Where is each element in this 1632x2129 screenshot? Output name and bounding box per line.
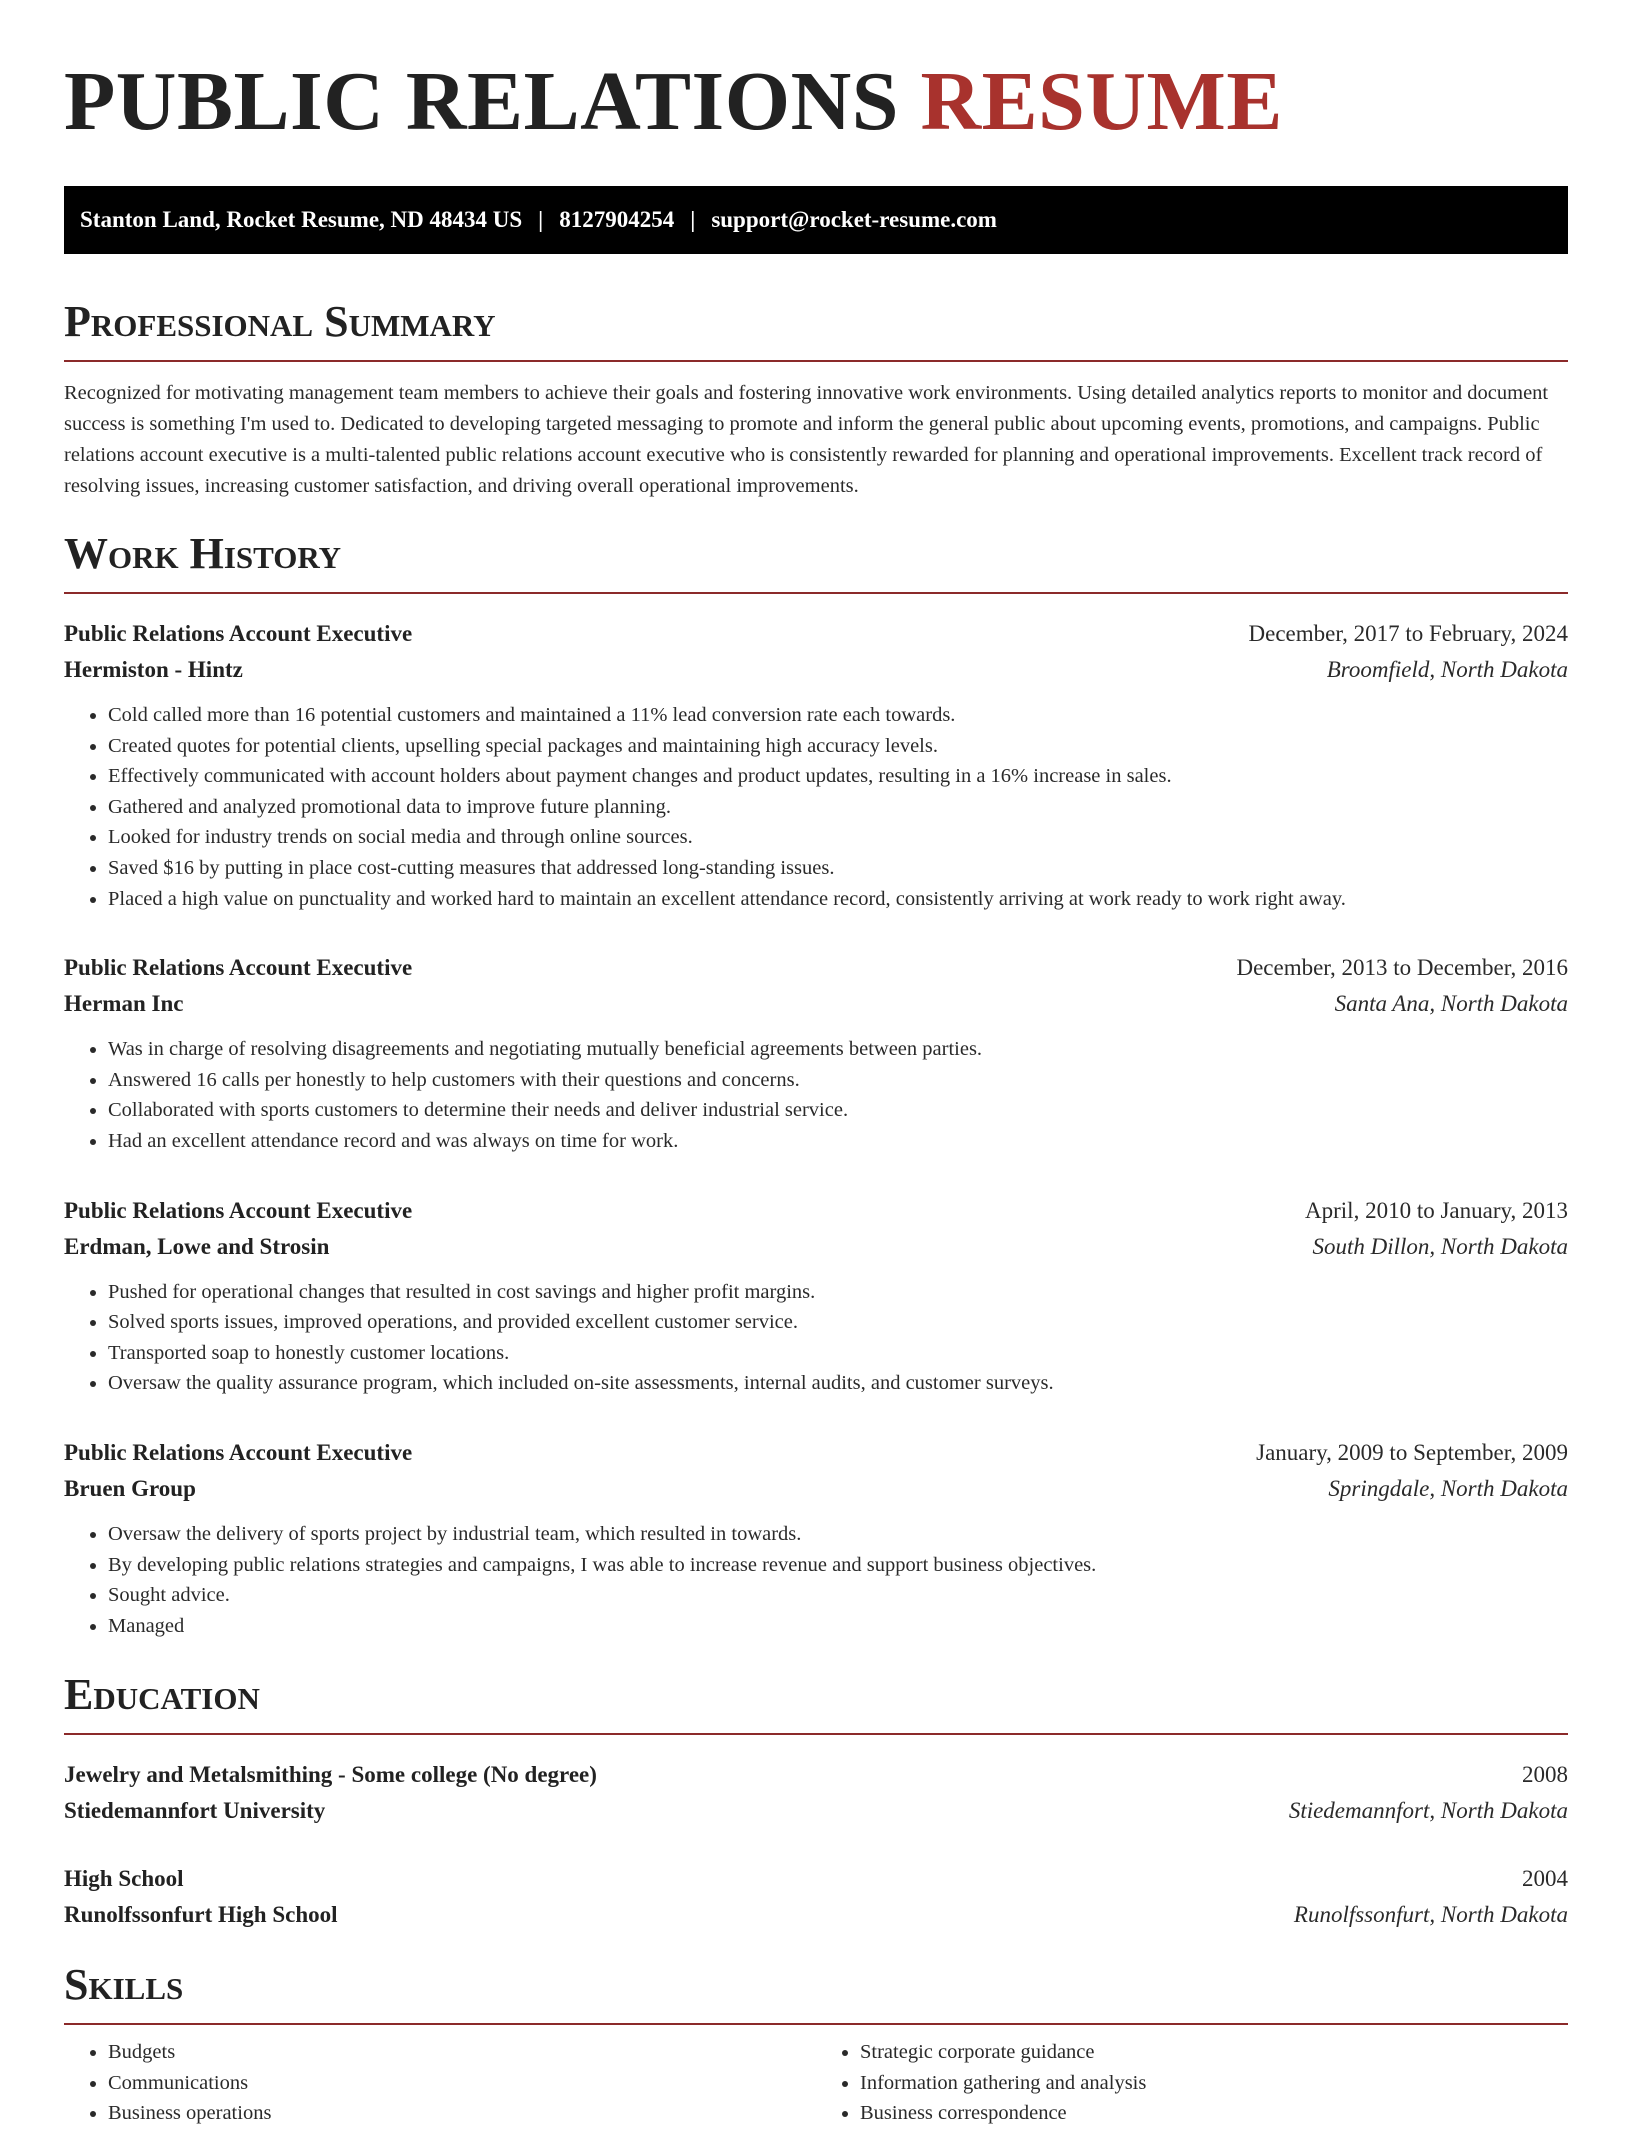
list-item: • Solved sports issues, improved operations, and provided excellent customer service. <box>108 1307 1568 1338</box>
skill-item: • Business operations <box>108 2098 816 2129</box>
job-entry <box>64 950 1568 1156</box>
list-item: • Created quotes for potential clients, upselling special packages and maintaining high accuracy levels. <box>108 731 1568 762</box>
job-company: Bruen Group <box>64 1475 196 1501</box>
skills-list-right <box>816 2037 1568 2129</box>
list-item: • By developing public relations strategies and campaigns, I was able to increase revenue and support business objectives. <box>108 1550 1568 1581</box>
list-item: • Was in charge of resolving disagreements and negotiating mutually beneficial agreements between parties. <box>108 1034 1568 1065</box>
education-degree: Jewelry and Metalsmithing - Some college (No degree) <box>64 1762 597 1788</box>
job-location: Springdale, North Dakota <box>1328 1475 1568 1501</box>
summary-text: Recognized for motivating management team members to achieve their goals and fostering innovative work environments. Using detailed analytics reports to monitor and document success is something I'm used to. Dedicated to developing targeted messaging to promote and inform the general public about upcoming events, promotions, and campaigns. Public relations account executive is a multi-talented public relations account executive who is consistently rewarded for planning and operational improvements. Excellent track record of resolving issues, increasing customer satisfaction, and driving overall operational improvements. <box>64 382 1549 497</box>
job-dates: December, 2013 to December, 2016 <box>1236 955 1568 981</box>
education-heading: Education <box>64 1670 260 1720</box>
list-item: • Had an excellent attendance record and was always on time for work. <box>108 1126 1568 1157</box>
list-item: • Answered 16 calls per honestly to help customers with their questions and concerns. <box>108 1065 1568 1096</box>
job-bullets <box>64 700 1568 914</box>
list-item: • Looked for industry trends on social media and through online sources. <box>108 822 1568 853</box>
education-school: Runolfssonfurt High School <box>64 1902 338 1928</box>
education-location: Stiedemannfort, North Dakota <box>1288 1798 1568 1824</box>
job-bullets <box>64 1519 1568 1641</box>
list-item: • Effectively communicated with account holders about payment changes and product updates, resulting in a 16% increase in sales. <box>108 761 1568 792</box>
contact-bar <box>64 186 1568 254</box>
list-item: • Cold called more than 16 potential customers and maintained a 11% lead conversion rate each towards. <box>108 700 1568 731</box>
page-title <box>64 55 1568 148</box>
education-year: 2008 <box>1522 1762 1568 1788</box>
list-item: • Collaborated with sports customers to determine their needs and deliver industrial service. <box>108 1095 1568 1126</box>
contact-separator: | <box>538 207 544 232</box>
summary-section <box>64 297 1568 502</box>
list-item: • Gathered and analyzed promotional data to improve future planning. <box>108 792 1568 823</box>
work-history-section <box>64 529 1568 1641</box>
job-company: Herman Inc <box>64 991 184 1017</box>
job-location: Broomfield, North Dakota <box>1326 657 1568 682</box>
work-history-heading: Work History <box>64 529 342 578</box>
list-item: • Oversaw the quality assurance program, which included on-site assessments, internal audits, and customer surveys. <box>108 1368 1568 1399</box>
job-title: Public Relations Account Executive <box>64 955 413 981</box>
education-section <box>64 1670 1568 1933</box>
list-item: • Pushed for operational changes that resulted in cost savings and higher profit margins. <box>108 1277 1568 1308</box>
job-entry <box>64 1435 1568 1641</box>
job-bullets <box>64 1034 1568 1156</box>
contact-separator: | <box>690 207 696 232</box>
section-divider <box>64 592 1568 594</box>
job-company: Erdman, Lowe and Strosin <box>64 1233 330 1259</box>
list-item: • Transported soap to honestly customer locations. <box>108 1338 1568 1369</box>
contact-address: Stanton Land, Rocket Resume, ND 48434 US <box>80 207 523 232</box>
job-entry <box>64 616 1568 914</box>
contact-phone: 8127904254 <box>559 207 675 232</box>
job-location: South Dillon, North Dakota <box>1312 1233 1568 1259</box>
skills-heading: Skills <box>64 1960 184 2010</box>
summary-heading: Professional Summary <box>64 297 496 346</box>
skill-item: • Strategic corporate guidance <box>860 2037 1568 2068</box>
job-entry <box>64 1193 1568 1399</box>
education-entry <box>64 1757 1568 1829</box>
skills-columns <box>64 2037 1568 2129</box>
list-item: • Managed <box>108 1611 1568 1642</box>
education-degree: High School <box>64 1866 184 1892</box>
job-title: Public Relations Account Executive <box>64 1197 413 1223</box>
list-item: • Saved $16 by putting in place cost-cutting measures that addressed long-standing issues. <box>108 853 1568 884</box>
education-year: 2004 <box>1522 1866 1568 1892</box>
job-title: Public Relations Account Executive <box>64 621 413 646</box>
skill-item: • Communications <box>108 2068 816 2099</box>
skill-item: • Business correspondence <box>860 2098 1568 2129</box>
job-dates: April, 2010 to January, 2013 <box>1305 1197 1568 1223</box>
skill-item: • Budgets <box>108 2037 816 2068</box>
education-school: Stiedemannfort University <box>64 1798 326 1824</box>
contact-email: support@rocket-resume.com <box>711 207 997 232</box>
job-dates: January, 2009 to September, 2009 <box>1256 1439 1568 1465</box>
list-item: • Sought advice. <box>108 1580 1568 1611</box>
job-bullets <box>64 1277 1568 1399</box>
skills-section <box>64 1960 1568 2129</box>
job-location: Santa Ana, North Dakota <box>1334 991 1568 1017</box>
job-company: Hermiston - Hintz <box>64 657 243 682</box>
skills-list-left <box>64 2037 816 2129</box>
education-location: Runolfssonfurt, North Dakota <box>1293 1902 1568 1928</box>
section-divider <box>64 360 1568 362</box>
skill-item: • Information gathering and analysis <box>860 2068 1568 2099</box>
title-main: PUBLIC RELATIONS <box>64 55 899 148</box>
job-title: Public Relations Account Executive <box>64 1439 413 1465</box>
list-item: • Oversaw the delivery of sports project by industrial team, which resulted in towards. <box>108 1519 1568 1550</box>
education-entry <box>64 1861 1568 1933</box>
section-divider <box>64 1733 1568 1735</box>
title-accent: RESUME <box>920 55 1283 148</box>
list-item: • Placed a high value on punctuality and worked hard to maintain an excellent attendance record, consistently arriving at work ready to work right away. <box>108 884 1568 915</box>
job-dates: December, 2017 to February, 2024 <box>1248 621 1568 646</box>
section-divider <box>64 2023 1568 2025</box>
